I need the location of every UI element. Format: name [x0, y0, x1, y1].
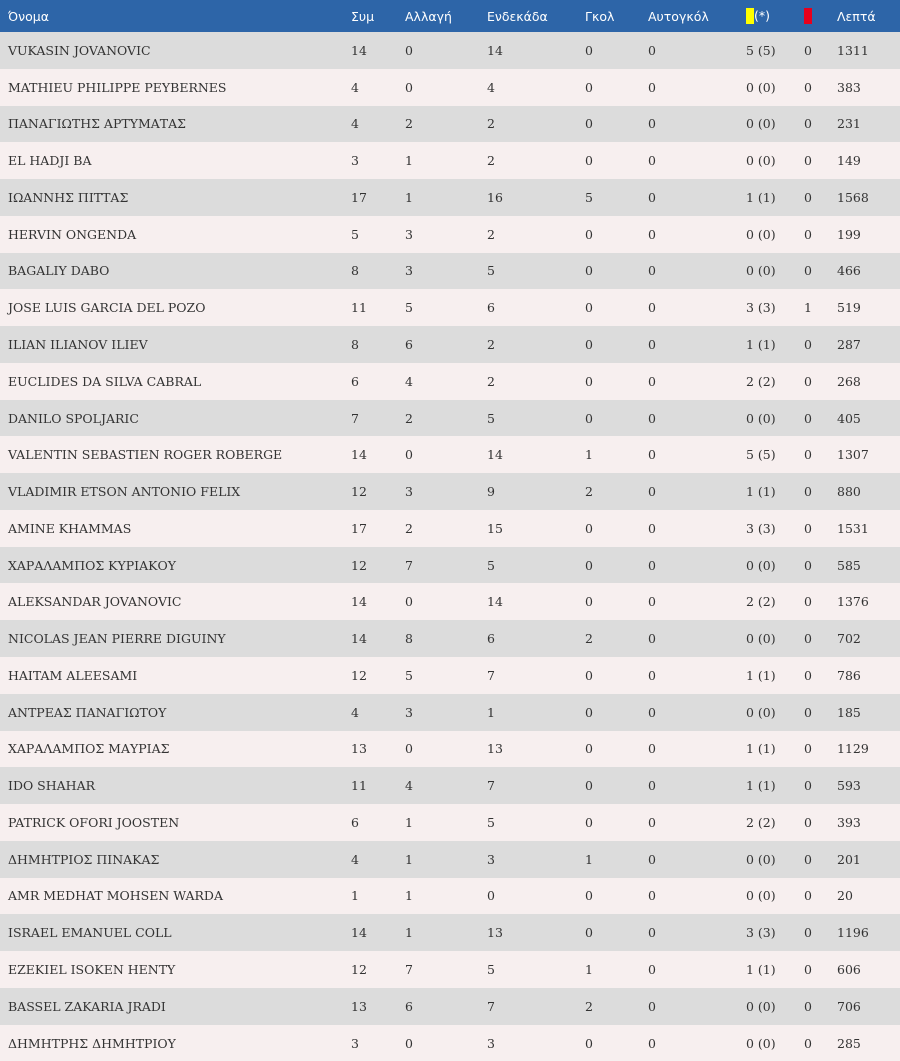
yellow-cards-value: 2 (2)	[746, 373, 776, 389]
appearances-value: 1	[351, 888, 359, 904]
red-cards-value: 0	[804, 851, 812, 867]
minutes-value: 1376	[837, 594, 869, 610]
header-yellow-label: (*)	[754, 7, 771, 23]
starts-value: 14	[487, 594, 503, 610]
own-goals-value: 0	[648, 226, 656, 242]
table-row	[0, 69, 900, 106]
player-name: EZEKIEL ISOKEN HENTY	[8, 962, 176, 978]
substitute-value: 4	[405, 373, 413, 389]
own-goals-value: 0	[648, 116, 656, 132]
yellow-cards-value: 0 (0)	[746, 263, 776, 279]
table-row	[0, 106, 900, 143]
table-row	[0, 473, 900, 510]
goals-value: 0	[585, 116, 593, 132]
minutes-value: 231	[837, 116, 861, 132]
player-name: ΔΗΜΗΤΡΗΣ ΔΗΜΗΤΡΙΟΥ	[8, 1035, 176, 1051]
red-cards-value: 0	[804, 226, 812, 242]
yellow-cards-value: 0 (0)	[746, 998, 776, 1014]
starts-value: 7	[487, 667, 495, 683]
own-goals-value: 0	[648, 888, 656, 904]
table-row	[0, 767, 900, 804]
starts-value: 2	[487, 226, 495, 242]
own-goals-value: 0	[648, 447, 656, 463]
table-header-row	[0, 0, 900, 32]
goals-value: 0	[585, 337, 593, 352]
player-name: ILIAN ILIANOV ILIEV	[8, 337, 148, 352]
appearances-value: 8	[351, 337, 359, 352]
table-row	[0, 620, 900, 657]
yellow-cards-value: 1 (1)	[746, 189, 776, 205]
goals-value: 0	[585, 888, 593, 904]
yellow-cards-value: 5 (5)	[746, 42, 776, 58]
red-cards-value: 0	[804, 778, 812, 794]
own-goals-value: 0	[648, 594, 656, 610]
starts-value: 13	[487, 925, 503, 941]
yellow-cards-value: 0 (0)	[746, 888, 776, 904]
player-name: ΧΑΡΑΛΑΜΠΟΣ ΜΑΥΡΙΑΣ	[8, 741, 170, 757]
yellow-cards-value: 0 (0)	[746, 226, 776, 242]
header-goals[interactable]: Γκολ	[585, 8, 615, 24]
goals-value: 0	[585, 741, 593, 757]
goals-value: 0	[585, 1035, 593, 1051]
own-goals-value: 0	[648, 704, 656, 720]
red-card-icon	[804, 8, 812, 24]
table-row	[0, 731, 900, 768]
red-cards-value: 0	[804, 42, 812, 58]
substitute-value: 2	[405, 520, 413, 536]
goals-value: 0	[585, 925, 593, 941]
table-row	[0, 363, 900, 400]
appearances-value: 3	[351, 153, 359, 169]
appearances-value: 6	[351, 814, 359, 830]
yellow-cards-value: 1 (1)	[746, 778, 776, 794]
starts-value: 4	[487, 79, 495, 95]
starts-value: 5	[487, 410, 495, 426]
red-cards-value: 0	[804, 263, 812, 279]
substitute-value: 0	[405, 741, 413, 757]
starts-value: 3	[487, 851, 495, 867]
substitute-value: 1	[405, 189, 413, 205]
goals-value: 0	[585, 410, 593, 426]
player-name: VLADIMIR ETSON ANTONIO FELIX	[8, 484, 241, 500]
red-cards-value: 0	[804, 520, 812, 536]
starts-value: 5	[487, 557, 495, 573]
substitute-value: 3	[405, 226, 413, 242]
starts-value: 2	[487, 337, 495, 352]
red-cards-value: 0	[804, 631, 812, 647]
appearances-value: 4	[351, 851, 359, 867]
yellow-cards-value: 1 (1)	[746, 962, 776, 978]
minutes-value: 1307	[837, 447, 869, 463]
own-goals-value: 0	[648, 998, 656, 1014]
appearances-value: 12	[351, 962, 367, 978]
appearances-value: 14	[351, 594, 367, 610]
table-row	[0, 142, 900, 179]
minutes-value: 593	[837, 778, 861, 794]
minutes-value: 149	[837, 153, 861, 169]
red-cards-value: 0	[804, 189, 812, 205]
starts-value: 15	[487, 520, 503, 536]
player-name: EUCLIDES DA SILVA CABRAL	[8, 373, 202, 389]
substitute-value: 5	[405, 300, 413, 316]
header-apps[interactable]: Συμ	[351, 8, 375, 24]
goals-value: 0	[585, 704, 593, 720]
player-name: EL HADJI BA	[8, 153, 92, 169]
table-row	[0, 510, 900, 547]
red-cards-value: 0	[804, 373, 812, 389]
header-starts[interactable]: Ενδεκάδα	[487, 8, 548, 24]
own-goals-value: 0	[648, 925, 656, 941]
starts-value: 3	[487, 1035, 495, 1051]
table-row	[0, 914, 900, 951]
table-row	[0, 988, 900, 1025]
minutes-value: 786	[837, 667, 861, 683]
appearances-value: 5	[351, 226, 359, 242]
player-name: MATHIEU PHILIPPE PEYBERNES	[8, 79, 227, 95]
starts-value: 1	[487, 704, 495, 720]
minutes-value: 880	[837, 484, 861, 500]
yellow-cards-value: 1 (1)	[746, 741, 776, 757]
starts-value: 5	[487, 814, 495, 830]
table-row	[0, 179, 900, 216]
substitute-value: 3	[405, 263, 413, 279]
own-goals-value: 0	[648, 778, 656, 794]
starts-value: 6	[487, 300, 495, 316]
table-row	[0, 841, 900, 878]
table-row	[0, 32, 900, 69]
appearances-value: 13	[351, 741, 367, 757]
player-name: DANILO SPOLJARIC	[8, 410, 139, 426]
minutes-value: 268	[837, 373, 861, 389]
player-name: BASSEL ZAKARIA JRADI	[8, 998, 166, 1014]
player-name: BAGALIY DABO	[8, 263, 110, 279]
table-row	[0, 216, 900, 253]
appearances-value: 12	[351, 667, 367, 683]
player-name: ΧΑΡΑΛΑΜΠΟΣ ΚΥΡΙΑΚΟΥ	[8, 557, 176, 573]
own-goals-value: 0	[648, 962, 656, 978]
yellow-cards-value: 0 (0)	[746, 851, 776, 867]
own-goals-value: 0	[648, 373, 656, 389]
substitute-value: 5	[405, 667, 413, 683]
goals-value: 0	[585, 557, 593, 573]
substitute-value: 7	[405, 557, 413, 573]
starts-value: 2	[487, 153, 495, 169]
yellow-cards-value: 5 (5)	[746, 447, 776, 463]
header-subs[interactable]: Αλλαγή	[405, 8, 452, 24]
goals-value: 0	[585, 520, 593, 536]
starts-value: 16	[487, 189, 503, 205]
yellow-cards-value: 0 (0)	[746, 704, 776, 720]
red-cards-value: 0	[804, 153, 812, 169]
substitute-value: 2	[405, 116, 413, 132]
minutes-value: 1568	[837, 189, 869, 205]
table-row	[0, 951, 900, 988]
substitute-value: 6	[405, 998, 413, 1014]
own-goals-value: 0	[648, 631, 656, 647]
red-cards-value: 0	[804, 998, 812, 1014]
appearances-value: 12	[351, 484, 367, 500]
red-cards-value: 0	[804, 741, 812, 757]
yellow-cards-value: 0 (0)	[746, 153, 776, 169]
red-cards-value: 0	[804, 410, 812, 426]
yellow-cards-value: 0 (0)	[746, 631, 776, 647]
player-name: VALENTIN SEBASTIEN ROGER ROBERGE	[8, 447, 283, 463]
minutes-value: 466	[837, 263, 861, 279]
minutes-value: 201	[837, 851, 861, 867]
own-goals-value: 0	[648, 484, 656, 500]
yellow-cards-value: 0 (0)	[746, 557, 776, 573]
red-cards-value: 0	[804, 594, 812, 610]
substitute-value: 1	[405, 153, 413, 169]
own-goals-value: 0	[648, 851, 656, 867]
player-name: VUKASIN JOVANOVIC	[8, 42, 151, 58]
yellow-cards-value: 0 (0)	[746, 1035, 776, 1051]
red-cards-value: 0	[804, 557, 812, 573]
substitute-value: 1	[405, 851, 413, 867]
red-cards-value: 0	[804, 1035, 812, 1051]
table-row	[0, 694, 900, 731]
appearances-value: 17	[351, 520, 367, 536]
appearances-value: 4	[351, 79, 359, 95]
own-goals-value: 0	[648, 337, 656, 352]
own-goals-value: 0	[648, 300, 656, 316]
minutes-value: 706	[837, 998, 861, 1014]
starts-value: 2	[487, 116, 495, 132]
starts-value: 9	[487, 484, 495, 500]
own-goals-value: 0	[648, 741, 656, 757]
header-name[interactable]: Όνομα	[8, 8, 49, 24]
own-goals-value: 0	[648, 557, 656, 573]
player-name: NICOLAS JEAN PIERRE DIGUINY	[8, 631, 226, 647]
yellow-cards-value: 2 (2)	[746, 814, 776, 830]
table-row	[0, 289, 900, 326]
appearances-value: 14	[351, 925, 367, 941]
table-row	[0, 583, 900, 620]
red-cards-value: 0	[804, 704, 812, 720]
red-cards-value: 0	[804, 925, 812, 941]
yellow-cards-value: 0 (0)	[746, 79, 776, 95]
table-row	[0, 436, 900, 473]
table-row	[0, 400, 900, 437]
yellow-card-icon	[746, 8, 754, 24]
minutes-value: 405	[837, 410, 861, 426]
goals-value: 0	[585, 594, 593, 610]
appearances-value: 4	[351, 704, 359, 720]
minutes-value: 519	[837, 300, 861, 316]
goals-value: 1	[585, 447, 593, 463]
starts-value: 0	[487, 888, 495, 904]
appearances-value: 6	[351, 373, 359, 389]
substitute-value: 0	[405, 79, 413, 95]
minutes-value: 1196	[837, 925, 869, 941]
yellow-cards-value: 3 (3)	[746, 300, 776, 316]
substitute-value: 2	[405, 410, 413, 426]
goals-value: 0	[585, 373, 593, 389]
header-yellow-cards[interactable]	[738, 0, 796, 32]
player-name: ΔΗΜΗΤΡΙΟΣ ΠΙΝΑΚΑΣ	[8, 851, 160, 867]
red-cards-value: 0	[804, 116, 812, 132]
player-name: PATRICK OFORI JOOSTEN	[8, 814, 180, 830]
goals-value: 0	[585, 153, 593, 169]
own-goals-value: 0	[648, 1035, 656, 1051]
red-cards-value: 0	[804, 888, 812, 904]
minutes-value: 285	[837, 1035, 861, 1051]
substitute-value: 0	[405, 1035, 413, 1051]
player-name: ALEKSANDAR JOVANOVIC	[8, 594, 182, 610]
substitute-value: 3	[405, 704, 413, 720]
goals-value: 0	[585, 226, 593, 242]
goals-value: 0	[585, 778, 593, 794]
appearances-value: 14	[351, 447, 367, 463]
minutes-value: 20	[837, 888, 853, 904]
yellow-cards-value: 2 (2)	[746, 594, 776, 610]
starts-value: 14	[487, 447, 503, 463]
table-row	[0, 326, 900, 363]
appearances-value: 8	[351, 263, 359, 279]
red-cards-value: 0	[804, 667, 812, 683]
red-cards-value: 0	[804, 484, 812, 500]
table-row	[0, 657, 900, 694]
red-cards-value: 1	[804, 300, 812, 316]
appearances-value: 12	[351, 557, 367, 573]
minutes-value: 1129	[837, 741, 869, 757]
goals-value: 0	[585, 667, 593, 683]
player-name: ΙΩΑΝΝΗΣ ΠΙΤΤΑΣ	[8, 189, 129, 205]
substitute-value: 1	[405, 925, 413, 941]
goals-value: 2	[585, 998, 593, 1014]
appearances-value: 11	[351, 778, 367, 794]
substitute-value: 6	[405, 337, 413, 352]
goals-value: 5	[585, 189, 593, 205]
starts-value: 5	[487, 962, 495, 978]
own-goals-value: 0	[648, 79, 656, 95]
table-row	[0, 547, 900, 584]
appearances-value: 7	[351, 410, 359, 426]
yellow-cards-value: 1 (1)	[746, 484, 776, 500]
yellow-cards-value: 1 (1)	[746, 337, 776, 352]
player-name: IDO SHAHAR	[8, 778, 96, 794]
table-row	[0, 878, 900, 915]
appearances-value: 14	[351, 42, 367, 58]
header-minutes[interactable]: Λεπτά	[837, 8, 876, 24]
starts-value: 6	[487, 631, 495, 647]
goals-value: 0	[585, 79, 593, 95]
yellow-cards-value: 0 (0)	[746, 116, 776, 132]
starts-value: 2	[487, 373, 495, 389]
substitute-value: 1	[405, 814, 413, 830]
starts-value: 14	[487, 42, 503, 58]
table-row	[0, 804, 900, 841]
own-goals-value: 0	[648, 410, 656, 426]
header-own-goals[interactable]: Αυτογκόλ	[648, 8, 709, 24]
goals-value: 1	[585, 851, 593, 867]
appearances-value: 4	[351, 116, 359, 132]
substitute-value: 8	[405, 631, 413, 647]
starts-value: 7	[487, 778, 495, 794]
table-row	[0, 253, 900, 290]
substitute-value: 0	[405, 594, 413, 610]
red-cards-value: 0	[804, 79, 812, 95]
minutes-value: 1311	[837, 42, 869, 58]
minutes-value: 1531	[837, 520, 869, 536]
player-name: ΑΝΤΡΕΑΣ ΠΑΝΑΓΙΩΤΟΥ	[8, 704, 167, 720]
minutes-value: 199	[837, 226, 861, 242]
starts-value: 13	[487, 741, 503, 757]
red-cards-value: 0	[804, 447, 812, 463]
appearances-value: 3	[351, 1035, 359, 1051]
yellow-cards-value: 3 (3)	[746, 520, 776, 536]
minutes-value: 383	[837, 79, 861, 95]
starts-value: 5	[487, 263, 495, 279]
player-name: AMINE KHAMMAS	[8, 520, 132, 536]
own-goals-value: 0	[648, 263, 656, 279]
minutes-value: 393	[837, 814, 861, 830]
minutes-value: 185	[837, 704, 861, 720]
player-name: AMR MEDHAT MOHSEN WARDA	[8, 888, 223, 904]
own-goals-value: 0	[648, 42, 656, 58]
red-cards-value: 0	[804, 962, 812, 978]
player-name: ISRAEL EMANUEL COLL	[8, 925, 172, 941]
red-cards-value: 0	[804, 814, 812, 830]
goals-value: 0	[585, 42, 593, 58]
substitute-value: 1	[405, 888, 413, 904]
substitute-value: 3	[405, 484, 413, 500]
minutes-value: 702	[837, 631, 861, 647]
own-goals-value: 0	[648, 814, 656, 830]
own-goals-value: 0	[648, 189, 656, 205]
player-name: ΠΑΝΑΓΙΩΤΗΣ ΑΡΤΥΜΑΤΑΣ	[8, 116, 186, 132]
starts-value: 7	[487, 998, 495, 1014]
yellow-cards-value: 0 (0)	[746, 410, 776, 426]
substitute-value: 0	[405, 42, 413, 58]
appearances-value: 11	[351, 300, 367, 316]
own-goals-value: 0	[648, 667, 656, 683]
minutes-value: 287	[837, 337, 861, 352]
appearances-value: 17	[351, 189, 367, 205]
own-goals-value: 0	[648, 520, 656, 536]
substitute-value: 7	[405, 962, 413, 978]
goals-value: 2	[585, 631, 593, 647]
goals-value: 0	[585, 814, 593, 830]
goals-value: 0	[585, 300, 593, 316]
own-goals-value: 0	[648, 153, 656, 169]
yellow-cards-value: 3 (3)	[746, 925, 776, 941]
player-name: HAITAM ALEESAMI	[8, 667, 138, 683]
appearances-value: 14	[351, 631, 367, 647]
appearances-value: 13	[351, 998, 367, 1014]
goals-value: 0	[585, 263, 593, 279]
yellow-cards-value: 1 (1)	[746, 667, 776, 683]
header-red-cards[interactable]	[796, 0, 829, 32]
player-name: JOSE LUIS GARCIA DEL POZO	[8, 300, 206, 316]
minutes-value: 606	[837, 962, 861, 978]
minutes-value: 585	[837, 557, 861, 573]
substitute-value: 4	[405, 778, 413, 794]
goals-value: 1	[585, 962, 593, 978]
substitute-value: 0	[405, 447, 413, 463]
player-name: HERVIN ONGENDA	[8, 226, 137, 242]
red-cards-value: 0	[804, 337, 812, 352]
goals-value: 2	[585, 484, 593, 500]
